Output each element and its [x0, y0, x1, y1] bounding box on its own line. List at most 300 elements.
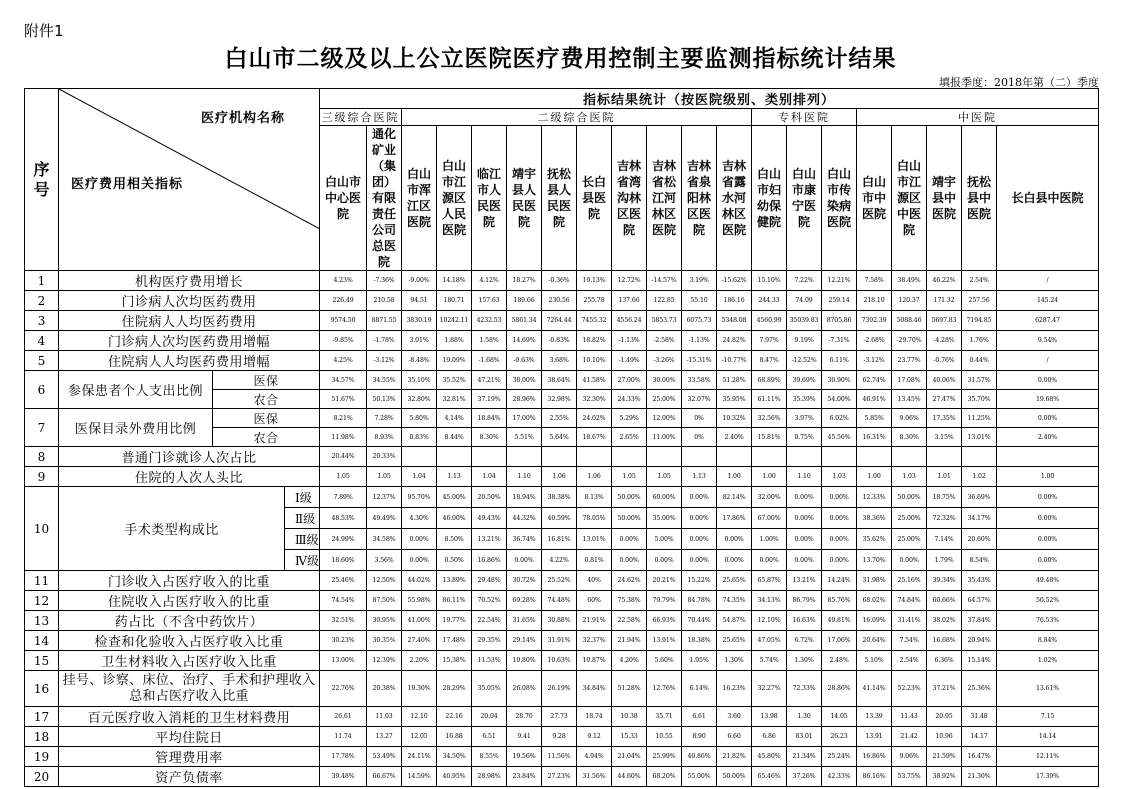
value-cell: 0.75%: [787, 428, 822, 447]
value-cell: 4.20%: [612, 651, 647, 671]
value-cell: [717, 447, 752, 467]
hospital-name: 白山市江源区人民医院: [437, 126, 472, 271]
row-number: 17: [25, 707, 59, 727]
value-cell: 0.00%: [612, 529, 647, 550]
value-cell: 3830.19: [402, 311, 437, 331]
value-cell: 13.89%: [437, 571, 472, 591]
value-cell: 39.34%: [927, 571, 962, 591]
value-cell: 26.08%: [507, 671, 542, 707]
value-cell: 60.66%: [927, 591, 962, 611]
value-cell: 31.56%: [577, 767, 612, 787]
value-cell: -9.00%: [402, 271, 437, 291]
value-cell: 157.63: [472, 291, 507, 311]
value-cell: 14.69%: [507, 331, 542, 351]
value-cell: 53.49%: [367, 747, 402, 767]
value-cell: 13.98: [752, 707, 787, 727]
value-cell: 49.49%: [367, 508, 402, 529]
value-cell: -9.85%: [320, 331, 367, 351]
value-cell: 7.89%: [320, 487, 367, 508]
value-cell: 37.26%: [787, 767, 822, 787]
value-cell: 22.58%: [612, 611, 647, 631]
value-cell: 61.11%: [752, 390, 787, 409]
value-cell: 34.50%: [437, 747, 472, 767]
row-number: 1: [25, 271, 59, 291]
indicator-name: 门诊收入占医疗收入的比重: [59, 571, 320, 591]
value-cell: 0.00%: [787, 529, 822, 550]
table-row: [25, 571, 1099, 591]
value-cell: 25.65%: [717, 631, 752, 651]
value-cell: 24.62%: [612, 571, 647, 591]
attachment-label: 附件1: [24, 22, 64, 40]
value-cell: 17.08%: [892, 371, 927, 390]
value-cell: 24.02%: [577, 409, 612, 428]
value-cell: 31.41%: [892, 611, 927, 631]
value-cell: 36.74%: [507, 529, 542, 550]
value-cell: 7.14%: [927, 529, 962, 550]
value-cell: 18.27%: [507, 271, 542, 291]
row-number: 8: [25, 447, 59, 467]
value-cell: 25.00%: [892, 508, 927, 529]
value-cell: 8871.55: [367, 311, 402, 331]
value-cell: 9.41: [507, 727, 542, 747]
indicator-name: 检查和化验收入占医疗收入比重: [59, 631, 320, 651]
value-cell: 37.19%: [472, 390, 507, 409]
value-cell: 21.59%: [927, 747, 962, 767]
value-cell: 5.85%: [857, 409, 892, 428]
value-cell: 4.12%: [472, 271, 507, 291]
value-cell: 9.28: [542, 727, 577, 747]
value-cell: 18.82%: [577, 331, 612, 351]
value-cell: 26.61: [320, 707, 367, 727]
value-cell: 52.23%: [892, 671, 927, 707]
hospital-name: 白山市妇幼保健院: [752, 126, 787, 271]
value-cell: [507, 447, 542, 467]
value-cell: 50.52%: [997, 591, 1099, 611]
value-cell: 60.00%: [647, 487, 682, 508]
value-cell: 13.27: [367, 727, 402, 747]
value-cell: 30.90%: [822, 371, 857, 390]
value-cell: 95.70%: [402, 487, 437, 508]
value-cell: 32.80%: [402, 390, 437, 409]
value-cell: 8.13%: [577, 487, 612, 508]
value-cell: 31.98%: [857, 571, 892, 591]
indicator-name: 门诊病人次均医药费用: [59, 291, 320, 311]
indicator-name: 手术类型构成比: [59, 487, 285, 571]
row-number: 9: [25, 467, 59, 487]
value-cell: -1.13%: [682, 331, 717, 351]
value-cell: 19.30%: [402, 671, 437, 707]
value-cell: 28.86%: [822, 671, 857, 707]
sub-indicator-name: Ⅱ级: [285, 508, 320, 529]
value-cell: 244.33: [752, 291, 787, 311]
value-cell: 7.54%: [892, 631, 927, 651]
value-cell: 35.39%: [787, 390, 822, 409]
indicator-name: 资产负债率: [59, 767, 320, 787]
value-cell: 7.97%: [752, 331, 787, 351]
hospital-name: 白山市中医院: [857, 126, 892, 271]
value-cell: 1.58%: [472, 331, 507, 351]
value-cell: 17.00%: [507, 409, 542, 428]
value-cell: 86.79%: [787, 591, 822, 611]
value-cell: 20.21%: [647, 571, 682, 591]
value-cell: 21.91%: [577, 611, 612, 631]
value-cell: 50.13%: [367, 390, 402, 409]
value-cell: 2.40%: [717, 428, 752, 447]
value-cell: 62.74%: [857, 371, 892, 390]
value-cell: 226.49: [320, 291, 367, 311]
hospital-name: 白山市江源区中医院: [892, 126, 927, 271]
value-cell: [962, 447, 997, 467]
value-cell: 54.87%: [717, 611, 752, 631]
value-cell: 34.84%: [577, 671, 612, 707]
value-cell: 32.56%: [752, 409, 787, 428]
value-cell: 1.79%: [927, 550, 962, 571]
value-cell: 8.54%: [962, 550, 997, 571]
value-cell: 35.62%: [857, 529, 892, 550]
value-cell: 22.16: [437, 707, 472, 727]
value-cell: 259.14: [822, 291, 857, 311]
value-cell: 21.42: [892, 727, 927, 747]
indicator-name: 门诊病人次均医药费用增幅: [59, 331, 320, 351]
value-cell: -2.58%: [647, 331, 682, 351]
value-cell: 0.83%: [402, 428, 437, 447]
value-cell: 28.70: [507, 707, 542, 727]
value-cell: 31.57%: [962, 371, 997, 390]
value-cell: 6.02%: [822, 409, 857, 428]
value-cell: 12.50%: [367, 571, 402, 591]
table-row: [25, 487, 1099, 508]
table-row: [25, 671, 1099, 707]
sub-indicator-name: 农合: [213, 390, 320, 409]
value-cell: [787, 447, 822, 467]
value-cell: 53.75%: [892, 767, 927, 787]
value-cell: 0.00%: [402, 529, 437, 550]
value-cell: 32.51%: [320, 611, 367, 631]
value-cell: 2.55%: [542, 409, 577, 428]
value-cell: 46.91%: [857, 390, 892, 409]
value-cell: 60%: [577, 591, 612, 611]
row-number: 10: [25, 487, 59, 571]
value-cell: [577, 447, 612, 467]
value-cell: 0.00%: [787, 487, 822, 508]
value-cell: 3.01%: [402, 331, 437, 351]
value-cell: 25.46%: [320, 571, 367, 591]
value-cell: 18.74: [577, 707, 612, 727]
value-cell: 14.59%: [402, 767, 437, 787]
value-cell: 34.57%: [320, 371, 367, 390]
value-cell: 180.71: [437, 291, 472, 311]
value-cell: 1.05: [647, 467, 682, 487]
value-cell: 9.19%: [787, 331, 822, 351]
value-cell: 2.65%: [612, 428, 647, 447]
value-cell: 16.47%: [962, 747, 997, 767]
hospital-name: 吉林省松江河林区医院: [647, 126, 682, 271]
value-cell: 87.50%: [367, 591, 402, 611]
value-cell: 10.38: [612, 707, 647, 727]
value-cell: 3.56%: [367, 550, 402, 571]
value-cell: 4232.53: [472, 311, 507, 331]
value-cell: 4.14%: [437, 409, 472, 428]
hospital-name: 靖宇县人民医院: [507, 126, 542, 271]
value-cell: 8.84%: [997, 631, 1099, 651]
hospital-name: 吉林省湾沟林区医院: [612, 126, 647, 271]
value-cell: 49.81%: [822, 611, 857, 631]
value-cell: 70.44%: [682, 611, 717, 631]
value-cell: 18.94%: [507, 487, 542, 508]
value-cell: 40.86%: [682, 747, 717, 767]
value-cell: 186.16: [717, 291, 752, 311]
value-cell: -1.49%: [612, 351, 647, 371]
value-cell: 0.00%: [997, 508, 1099, 529]
value-cell: 46.00%: [437, 508, 472, 529]
value-cell: 15.38%: [437, 651, 472, 671]
value-cell: 27.00%: [612, 371, 647, 390]
value-cell: 16.86%: [857, 747, 892, 767]
value-cell: 18.60%: [320, 550, 367, 571]
value-cell: 2.54%: [962, 271, 997, 291]
value-cell: 35.95%: [717, 390, 752, 409]
stats-title: 指标结果统计（按医院级别、类别排列）: [320, 89, 1099, 109]
value-cell: 8.50%: [437, 529, 472, 550]
row-number: 2: [25, 291, 59, 311]
value-cell: 1.30%: [787, 651, 822, 671]
value-cell: 25.36%: [962, 671, 997, 707]
value-cell: 19.09%: [437, 351, 472, 371]
category-tier3-general: 三级综合医院: [320, 109, 402, 126]
value-cell: 6.72%: [787, 631, 822, 651]
value-cell: 29.48%: [472, 571, 507, 591]
value-cell: 68.20%: [647, 767, 682, 787]
value-cell: 20.60%: [962, 529, 997, 550]
value-cell: -0.76%: [927, 351, 962, 371]
value-cell: 8.30%: [892, 428, 927, 447]
table-row: [25, 707, 1099, 727]
value-cell: 0.00%: [717, 529, 752, 550]
value-cell: [892, 447, 927, 467]
indicator-name: 卫生材料收入占医疗收入比重: [59, 651, 320, 671]
value-cell: 8.90: [682, 727, 717, 747]
value-cell: -1.13%: [612, 331, 647, 351]
value-cell: 40.95%: [437, 767, 472, 787]
value-cell: 32.81%: [437, 390, 472, 409]
value-cell: 20.95: [927, 707, 962, 727]
row-number: 11: [25, 571, 59, 591]
value-cell: 1.13: [682, 467, 717, 487]
value-cell: 32.27%: [752, 671, 787, 707]
table-row: [25, 331, 1099, 351]
value-cell: 12.76%: [647, 671, 682, 707]
value-cell: 22.76%: [320, 671, 367, 707]
value-cell: [822, 447, 857, 467]
hospital-name: 长白县医院: [577, 126, 612, 271]
value-cell: 27.40%: [402, 631, 437, 651]
value-cell: 24.11%: [402, 747, 437, 767]
value-cell: 68.02%: [857, 591, 892, 611]
value-cell: 25.52%: [542, 571, 577, 591]
value-cell: 21.94%: [612, 631, 647, 651]
value-cell: 5.80%: [402, 409, 437, 428]
value-cell: 94.51: [402, 291, 437, 311]
value-cell: 5.10%: [857, 651, 892, 671]
value-cell: 210.58: [367, 291, 402, 311]
value-cell: 9.54%: [997, 331, 1099, 351]
sub-indicator-name: 医保: [213, 371, 320, 390]
indicator-name: 参保患者个人支出比例: [59, 371, 213, 409]
sub-indicator-name: Ⅰ级: [285, 487, 320, 508]
value-cell: 1.05: [367, 467, 402, 487]
value-cell: 4.22%: [542, 550, 577, 571]
value-cell: 51.28%: [717, 371, 752, 390]
value-cell: 30.88%: [542, 611, 577, 631]
value-cell: 14.14: [997, 727, 1099, 747]
value-cell: 7392.39: [857, 311, 892, 331]
value-cell: 0.81%: [577, 550, 612, 571]
value-cell: 0.00%: [997, 371, 1099, 390]
value-cell: 11.56%: [542, 747, 577, 767]
value-cell: 24.82%: [717, 331, 752, 351]
value-cell: 54.00%: [822, 390, 857, 409]
value-cell: 20.94%: [962, 631, 997, 651]
value-cell: 13.21%: [787, 571, 822, 591]
value-cell: 44.02%: [402, 571, 437, 591]
value-cell: [927, 447, 962, 467]
value-cell: 11.03: [367, 707, 402, 727]
value-cell: 13.70%: [857, 550, 892, 571]
value-cell: 14.18%: [437, 271, 472, 291]
indicator-name: 住院病人人均医药费用: [59, 311, 320, 331]
value-cell: 13.39: [857, 707, 892, 727]
value-cell: 0.00%: [822, 487, 857, 508]
value-cell: 11.25%: [962, 409, 997, 428]
value-cell: 36.69%: [962, 487, 997, 508]
value-cell: 10.80%: [507, 651, 542, 671]
value-cell: 6.51: [472, 727, 507, 747]
value-cell: 20.33%: [367, 447, 402, 467]
hospital-name: 吉林省泉阳林区医院: [682, 126, 717, 271]
value-cell: -14.57%: [647, 271, 682, 291]
value-cell: 16.63%: [787, 611, 822, 631]
value-cell: 6.61: [682, 707, 717, 727]
value-cell: 69.28%: [507, 591, 542, 611]
value-cell: 33.58%: [682, 371, 717, 390]
value-cell: 79.79%: [647, 591, 682, 611]
value-cell: 0.44%: [962, 351, 997, 371]
indicator-label: 医疗费用相关指标: [71, 177, 184, 192]
value-cell: 1.05: [612, 467, 647, 487]
indicator-name: 普通门诊就诊人次占比: [59, 447, 320, 467]
value-cell: 28.29%: [437, 671, 472, 707]
value-cell: 16.31%: [857, 428, 892, 447]
value-cell: 0.00%: [682, 529, 717, 550]
value-cell: 55.98%: [402, 591, 437, 611]
value-cell: 5861.34: [507, 311, 542, 331]
value-cell: 29.14%: [507, 631, 542, 651]
value-cell: 32.98%: [542, 390, 577, 409]
value-cell: 10.55: [647, 727, 682, 747]
sub-indicator-name: Ⅲ级: [285, 529, 320, 550]
table-row: [25, 351, 1099, 371]
value-cell: 10.63%: [542, 651, 577, 671]
value-cell: 70.52%: [472, 591, 507, 611]
value-cell: 74.09: [787, 291, 822, 311]
row-number: 15: [25, 651, 59, 671]
value-cell: 19.56%: [507, 747, 542, 767]
value-cell: 0.00%: [997, 550, 1099, 571]
value-cell: 1.00: [752, 467, 787, 487]
value-cell: 40.06%: [927, 371, 962, 390]
row-number: 18: [25, 727, 59, 747]
table-row: [25, 747, 1099, 767]
value-cell: 255.78: [577, 291, 612, 311]
value-cell: 0.00%: [402, 550, 437, 571]
value-cell: -1.68%: [472, 351, 507, 371]
value-cell: 30.35%: [367, 631, 402, 651]
value-cell: -29.70%: [892, 331, 927, 351]
value-cell: -12.52%: [787, 351, 822, 371]
value-cell: 6.86: [752, 727, 787, 747]
row-number: 16: [25, 671, 59, 707]
value-cell: 1.95%: [682, 651, 717, 671]
value-cell: 14.24%: [822, 571, 857, 591]
value-cell: 257.56: [962, 291, 997, 311]
value-cell: 34.58%: [367, 529, 402, 550]
value-cell: 45.00%: [437, 487, 472, 508]
value-cell: 13.01%: [962, 428, 997, 447]
sub-indicator-name: 医保: [213, 409, 320, 428]
value-cell: 3.19%: [682, 271, 717, 291]
value-cell: 7194.85: [962, 311, 997, 331]
value-cell: 1.10: [787, 467, 822, 487]
seq-header: [25, 89, 59, 271]
value-cell: 72.32%: [927, 508, 962, 529]
value-cell: -1.78%: [367, 331, 402, 351]
hospital-name: 抚松县中医院: [962, 126, 997, 271]
value-cell: 6075.73: [682, 311, 717, 331]
value-cell: 4.94%: [577, 747, 612, 767]
row-number: 4: [25, 331, 59, 351]
value-cell: 30.23%: [320, 631, 367, 651]
value-cell: 28.96%: [507, 390, 542, 409]
value-cell: 8.21%: [320, 409, 367, 428]
value-cell: 10.96: [927, 727, 962, 747]
row-number: 13: [25, 611, 59, 631]
value-cell: 5.74%: [752, 651, 787, 671]
value-cell: -7.31%: [822, 331, 857, 351]
value-cell: 65.46%: [752, 767, 787, 787]
value-cell: 2.48%: [822, 651, 857, 671]
table-row: [25, 371, 1099, 390]
value-cell: 49.43%: [472, 508, 507, 529]
value-cell: 31.65%: [507, 611, 542, 631]
value-cell: 6.60: [717, 727, 752, 747]
value-cell: 10.10%: [577, 351, 612, 371]
value-cell: 10242.11: [437, 311, 472, 331]
sub-indicator-name: Ⅳ级: [285, 550, 320, 571]
value-cell: 15.22%: [682, 571, 717, 591]
value-cell: -4.28%: [927, 331, 962, 351]
value-cell: 1.05: [320, 467, 367, 487]
value-cell: 27.47%: [927, 390, 962, 409]
value-cell: 6.11%: [822, 351, 857, 371]
value-cell: 13.01%: [577, 529, 612, 550]
org-name-label: 医疗机构名称: [201, 111, 286, 126]
table-row: [25, 467, 1099, 487]
value-cell: 55.10: [682, 291, 717, 311]
value-cell: 0.00%: [682, 550, 717, 571]
value-cell: 38.64%: [542, 371, 577, 390]
value-cell: 0%: [682, 428, 717, 447]
value-cell: 1.00: [997, 467, 1099, 487]
